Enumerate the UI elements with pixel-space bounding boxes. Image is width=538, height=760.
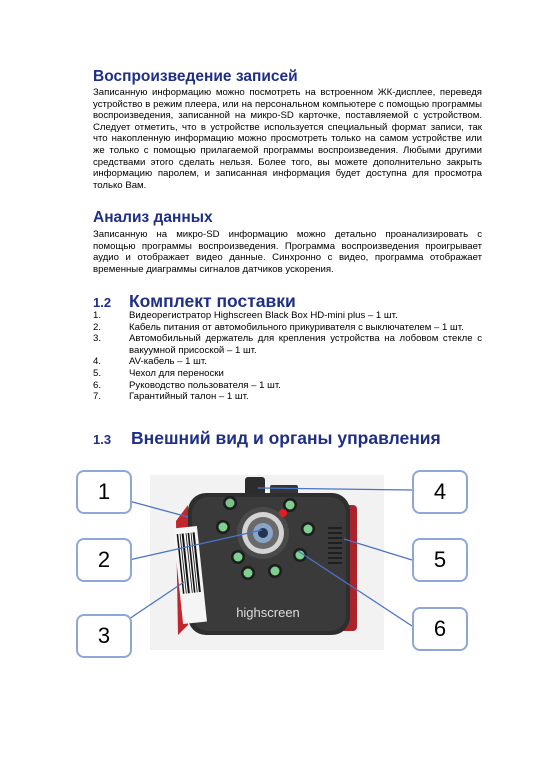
list-item — [93, 368, 482, 380]
brand-logo: highscreen — [236, 605, 300, 620]
section-1-3-heading — [93, 423, 441, 451]
list-item — [93, 322, 482, 334]
callout-1: 1 — [76, 470, 132, 514]
item-number: 4. — [93, 356, 102, 368]
section-number: 1.2 — [93, 295, 112, 310]
analysis-heading: Анализ данных — [93, 209, 213, 226]
item-text: Кабель питания от автомобильного прикуривателя с выключателем – 1 шт. — [129, 321, 464, 333]
item-number: 5. — [93, 367, 102, 379]
device-photo — [150, 475, 384, 650]
item-text: Видеорегистратор Highscreen Black Box HD-mini plus – 1 шт. — [129, 310, 398, 321]
item-text: Чехол для переноски — [129, 367, 224, 379]
item-text: Руководство пользователя – 1 шт. — [129, 379, 281, 391]
item-number: 3. — [93, 333, 102, 345]
section-title: Комплект поставки — [129, 291, 296, 311]
package-list — [93, 310, 482, 403]
callout-5: 5 — [412, 538, 468, 582]
item-number: 2. — [93, 321, 102, 333]
list-item — [93, 380, 482, 392]
item-text: Гарантийный талон – 1 шт. — [129, 391, 249, 403]
playback-paragraph: Записанную информацию можно посмотреть на встроенном ЖК-дисплее, переведя устройство в режим плеера, или на персональном компьютере с помощью программы воспроизведения, записанной на микро-SD карточке, поставляемой с устройством. Следует отметить, что в устройстве используется специальный формат записи, так что накопленную информацию можно просмотреть только на самом устройстве или же только с помощью прилагаемой программы воспроизведения. Любыми другими средствами этого сделать нельзя. Более того, вы можете дополнительно закрыть информацию паролем, и записанная информация будет доступна для просмотра только Вам. — [93, 87, 482, 191]
item-text: AV-кабель – 1 шт. — [129, 356, 207, 368]
callout-4: 4 — [412, 470, 468, 514]
item-number: 1. — [93, 310, 102, 321]
callout-6: 6 — [412, 607, 468, 651]
section-title: Внешний вид и органы управления — [131, 428, 441, 448]
item-number: 7. — [93, 391, 102, 403]
item-text: Автомобильный держатель для крепления устройства на лобовом стекле с вакуумной присоской – 1 шт. — [129, 333, 482, 356]
analysis-paragraph: Записанную на микро-SD информацию можно детально проанализировать с помощью программы воспроизведения. Программа воспроизведения проигрывает аудио и отображает видео данные. Синхронно с видео, программа отображает временные диаграммы сигналов датчиков ускорения. — [93, 229, 482, 275]
playback-heading: Воспроизведение записей — [93, 68, 298, 85]
list-item — [93, 310, 482, 322]
list-item — [93, 333, 482, 356]
callout-3: 3 — [76, 614, 132, 658]
list-item — [93, 356, 482, 368]
list-item — [93, 391, 482, 403]
section-number: 1.3 — [93, 432, 112, 447]
callout-2: 2 — [76, 538, 132, 582]
item-number: 6. — [93, 379, 102, 391]
